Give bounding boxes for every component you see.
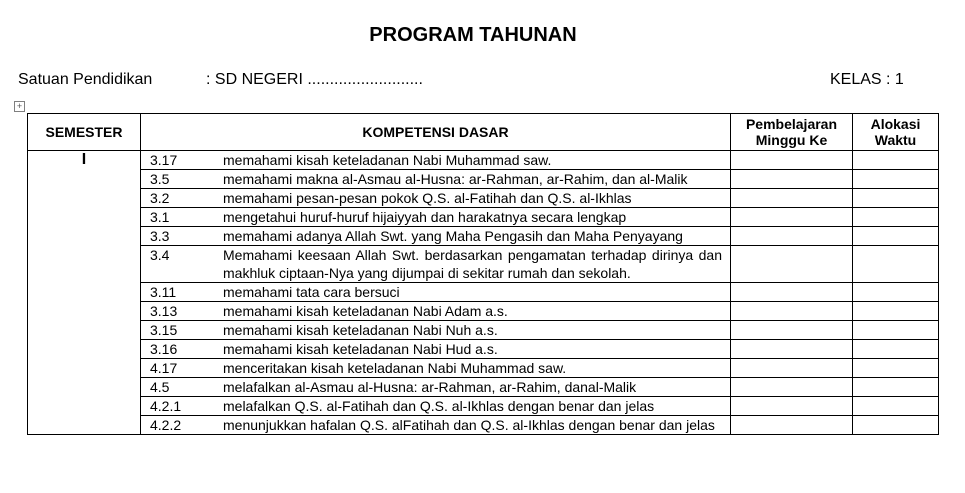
- alokasi-cell[interactable]: [853, 321, 939, 340]
- kompetensi-cell: [141, 340, 731, 359]
- alokasi-cell[interactable]: [853, 189, 939, 208]
- kompetensi-cell: [141, 283, 731, 302]
- header-kompetensi: KOMPETENSI DASAR: [141, 114, 731, 151]
- pembelajaran-cell[interactable]: [731, 227, 853, 246]
- kd-code: 3.2: [150, 190, 170, 206]
- kompetensi-cell: [141, 397, 731, 416]
- program-table: [27, 113, 939, 435]
- alokasi-cell[interactable]: [853, 227, 939, 246]
- kd-code: 4.5: [150, 379, 170, 395]
- semester-cell: I: [28, 151, 141, 435]
- page-title: PROGRAM TAHUNAN: [369, 24, 577, 46]
- kd-code: 4.17: [150, 360, 178, 376]
- table-row: [28, 246, 939, 283]
- table-row: [28, 397, 939, 416]
- kd-code: 3.17: [150, 152, 178, 168]
- kd-code: 3.13: [150, 303, 178, 319]
- kompetensi-cell: [141, 151, 731, 170]
- alokasi-cell[interactable]: [853, 397, 939, 416]
- header-alokasi: Alokasi Waktu: [853, 114, 939, 151]
- table-row: [28, 189, 939, 208]
- pembelajaran-cell[interactable]: [731, 302, 853, 321]
- kd-text: memahami kisah keteladanan Nabi Adam a.s.: [223, 303, 508, 319]
- pembelajaran-cell[interactable]: [731, 378, 853, 397]
- kompetensi-cell: [141, 227, 731, 246]
- kd-text: mengetahui huruf-huruf hijaiyyah dan harakatnya secara lengkap: [223, 209, 627, 225]
- pembelajaran-cell[interactable]: [731, 208, 853, 227]
- alokasi-cell[interactable]: [853, 246, 939, 283]
- kompetensi-cell: [141, 359, 731, 378]
- table-row: [28, 378, 939, 397]
- alokasi-cell[interactable]: [853, 378, 939, 397]
- alokasi-cell[interactable]: [853, 151, 939, 170]
- alokasi-cell[interactable]: [853, 283, 939, 302]
- kd-code: 3.4: [150, 247, 170, 263]
- kompetensi-cell: [141, 302, 731, 321]
- kd-text: melafalkan al-Asmau al-Husna: ar-Rahman, ar-Rahim, danal-Malik: [223, 379, 637, 395]
- table-row: [28, 208, 939, 227]
- kd-code: 3.11: [150, 284, 177, 300]
- pembelajaran-cell[interactable]: [731, 340, 853, 359]
- kompetensi-cell: [141, 246, 731, 283]
- table-row: [28, 227, 939, 246]
- kd-text: memahami adanya Allah Swt. yang Maha Pengasih dan Maha Penyayang: [223, 228, 683, 244]
- pembelajaran-cell[interactable]: [731, 283, 853, 302]
- table-row: [28, 283, 939, 302]
- kd-text: menunjukkan hafalan Q.S. alFatihah dan Q.S. al-Ikhlas dengan benar dan jelas: [223, 417, 715, 433]
- pembelajaran-cell[interactable]: [731, 359, 853, 378]
- kd-code: 3.5: [150, 171, 170, 187]
- kompetensi-cell: [141, 416, 731, 435]
- kompetensi-cell: [141, 189, 731, 208]
- table-row: [28, 359, 939, 378]
- table-row: [28, 302, 939, 321]
- kd-text: memahami kisah keteladanan Nabi Muhammad saw.: [223, 152, 552, 168]
- kd-text: Memahami keesaan Allah Swt. berdasarkan pengamatan terhadap dirinya dan makhluk ciptaan-Nya yang dijumpai di sekitar rumah dan sekolah.: [223, 247, 722, 281]
- kd-text: menceritakan kisah keteladanan Nabi Muhammad saw.: [223, 360, 567, 376]
- alokasi-cell[interactable]: [853, 208, 939, 227]
- table-move-handle-icon[interactable]: +: [14, 101, 25, 112]
- pembelajaran-cell[interactable]: [731, 416, 853, 435]
- pembelajaran-cell[interactable]: [731, 321, 853, 340]
- kd-text: memahami kisah keteladanan Nabi Hud a.s.: [223, 341, 498, 357]
- kompetensi-cell: [141, 170, 731, 189]
- header-pembelajaran: Pembelajaran Minggu Ke: [731, 114, 853, 151]
- kd-code: 3.15: [150, 322, 178, 338]
- header-semester: SEMESTER: [28, 114, 141, 151]
- table-row: [28, 170, 939, 189]
- kd-code: 4.2.1: [150, 398, 182, 414]
- satuan-value: : SD NEGERI ..........................: [206, 71, 423, 88]
- pembelajaran-cell[interactable]: [731, 151, 853, 170]
- kd-text: memahami makna al-Asmau al-Husna: ar-Rahman, ar-Rahim, dan al-Malik: [223, 171, 688, 187]
- kd-text: memahami tata cara bersuci: [223, 284, 400, 300]
- kompetensi-cell: [141, 321, 731, 340]
- alokasi-cell[interactable]: [853, 340, 939, 359]
- table-row: [28, 321, 939, 340]
- kompetensi-cell: [141, 208, 731, 227]
- alokasi-cell[interactable]: [853, 416, 939, 435]
- alokasi-cell[interactable]: [853, 302, 939, 321]
- kompetensi-cell: [141, 378, 731, 397]
- pembelajaran-cell[interactable]: [731, 170, 853, 189]
- kelas-label: KELAS : 1: [830, 71, 904, 88]
- kd-text: melafalkan Q.S. al-Fatihah dan Q.S. al-Ikhlas dengan benar dan jelas: [223, 398, 655, 414]
- kd-code: 4.2.2: [150, 417, 182, 433]
- pembelajaran-cell[interactable]: [731, 189, 853, 208]
- pembelajaran-cell[interactable]: [731, 246, 853, 283]
- kd-text: memahami kisah keteladanan Nabi Nuh a.s.: [223, 322, 498, 338]
- kd-text: memahami pesan-pesan pokok Q.S. al-Fatihah dan Q.S. al-Ikhlas: [223, 190, 632, 206]
- kd-code: 3.1: [150, 209, 170, 225]
- kd-code: 3.3: [150, 228, 170, 244]
- table-row: [28, 151, 939, 170]
- alokasi-cell[interactable]: [853, 170, 939, 189]
- satuan-label: Satuan Pendidikan: [18, 71, 153, 88]
- table-row: [28, 416, 939, 435]
- table-row: [28, 340, 939, 359]
- kd-code: 3.16: [150, 341, 178, 357]
- pembelajaran-cell[interactable]: [731, 397, 853, 416]
- alokasi-cell[interactable]: [853, 359, 939, 378]
